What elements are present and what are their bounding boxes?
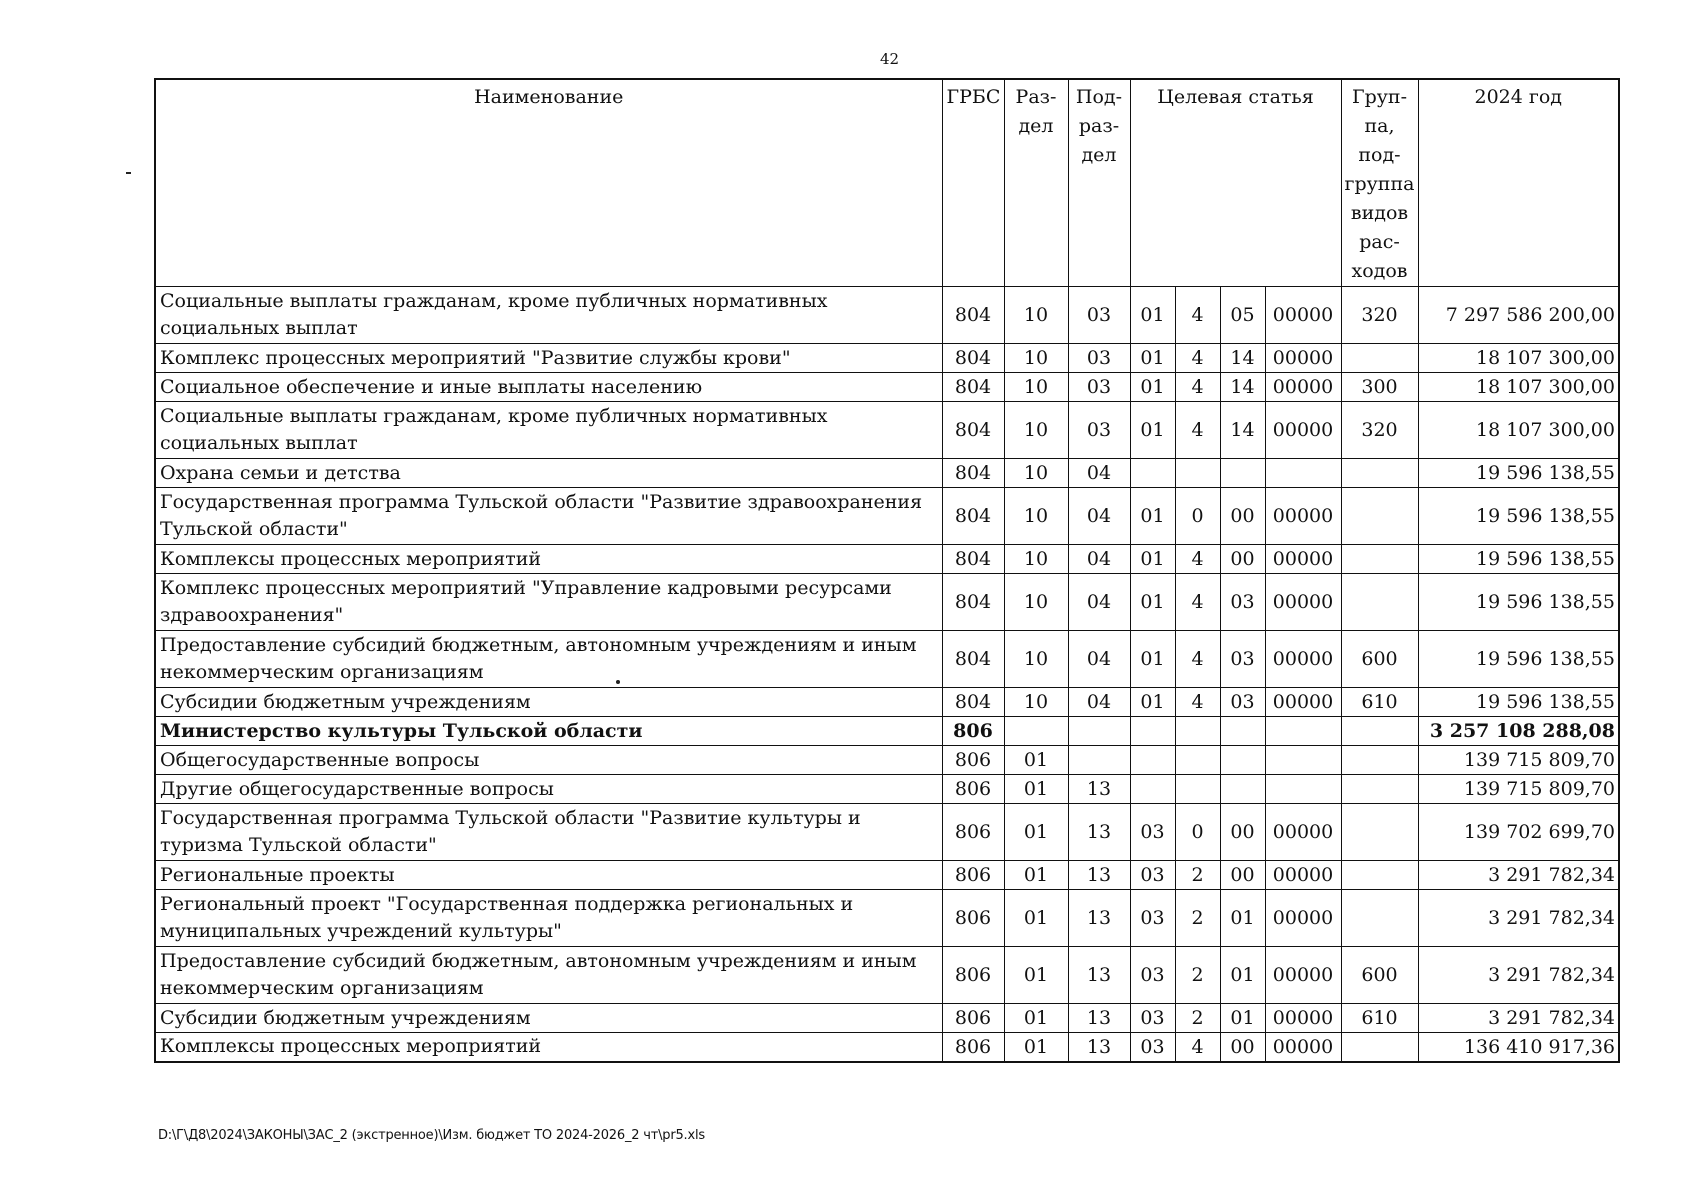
name-cell: Охрана семьи и детства — [155, 459, 942, 488]
celevaya-type-cell: 4 — [1175, 574, 1220, 631]
amount-cell: 3 291 782,34 — [1418, 890, 1619, 947]
amount-cell: 19 596 138,55 — [1418, 574, 1619, 631]
celevaya-event-cell: 05 — [1220, 287, 1265, 344]
celevaya-direction-cell: 00000 — [1265, 402, 1341, 459]
celevaya-program-cell: 03 — [1130, 804, 1175, 861]
podrazdel-cell: 13 — [1068, 947, 1130, 1004]
celevaya-direction-cell: 00000 — [1265, 1004, 1341, 1033]
celevaya-event-cell: 01 — [1220, 1004, 1265, 1033]
table-row — [155, 861, 1619, 890]
celevaya-type-cell: 2 — [1175, 861, 1220, 890]
celevaya-type-cell: 4 — [1175, 287, 1220, 344]
amount-cell: 19 596 138,55 — [1418, 488, 1619, 545]
celevaya-type-cell — [1175, 459, 1220, 488]
celevaya-program-cell: 01 — [1130, 344, 1175, 373]
celevaya-direction-cell: 00000 — [1265, 688, 1341, 717]
vid-rashodov-cell — [1341, 861, 1418, 890]
name-cell: Комплексы процессных мероприятий — [155, 545, 942, 574]
celevaya-direction-cell — [1265, 746, 1341, 775]
celevaya-direction-cell: 00000 — [1265, 947, 1341, 1004]
amount-cell: 136 410 917,36 — [1418, 1033, 1619, 1062]
header-razdel: Раз- дел — [1004, 79, 1068, 287]
vid-rashodov-cell — [1341, 775, 1418, 804]
celevaya-direction-cell — [1265, 459, 1341, 488]
grbs-cell: 804 — [942, 545, 1004, 574]
celevaya-program-cell — [1130, 746, 1175, 775]
podrazdel-cell: 13 — [1068, 1004, 1130, 1033]
table-row — [155, 545, 1619, 574]
celevaya-program-cell: 03 — [1130, 947, 1175, 1004]
vid-rashodov-cell: 600 — [1341, 631, 1418, 688]
name-cell: Социальное обеспечение и иные выплаты населению — [155, 373, 942, 402]
vid-rashodov-cell — [1341, 890, 1418, 947]
celevaya-direction-cell: 00000 — [1265, 344, 1341, 373]
razdel-cell: 10 — [1004, 488, 1068, 545]
celevaya-type-cell: 4 — [1175, 545, 1220, 574]
razdel-cell: 10 — [1004, 287, 1068, 344]
podrazdel-cell: 13 — [1068, 775, 1130, 804]
celevaya-event-cell: 14 — [1220, 373, 1265, 402]
vid-rashodov-cell — [1341, 1033, 1418, 1062]
table-row — [155, 890, 1619, 947]
podrazdel-cell: 03 — [1068, 287, 1130, 344]
vid-rashodov-cell — [1341, 746, 1418, 775]
name-cell: Социальные выплаты гражданам, кроме публичных нормативных социальных выплат — [155, 287, 942, 344]
celevaya-event-cell: 01 — [1220, 890, 1265, 947]
amount-cell: 18 107 300,00 — [1418, 344, 1619, 373]
vid-rashodov-cell — [1341, 545, 1418, 574]
celevaya-direction-cell: 00000 — [1265, 373, 1341, 402]
vid-rashodov-cell: 600 — [1341, 947, 1418, 1004]
grbs-cell: 806 — [942, 746, 1004, 775]
name-cell: Комплексы процессных мероприятий — [155, 1033, 942, 1062]
celevaya-direction-cell: 00000 — [1265, 861, 1341, 890]
table-row — [155, 688, 1619, 717]
celevaya-program-cell: 03 — [1130, 1004, 1175, 1033]
celevaya-event-cell: 14 — [1220, 402, 1265, 459]
podrazdel-cell: 04 — [1068, 459, 1130, 488]
grbs-cell: 806 — [942, 890, 1004, 947]
amount-cell: 19 596 138,55 — [1418, 688, 1619, 717]
podrazdel-cell: 04 — [1068, 631, 1130, 688]
razdel-cell: 10 — [1004, 574, 1068, 631]
razdel-cell: 01 — [1004, 890, 1068, 947]
grbs-cell: 804 — [942, 488, 1004, 545]
celevaya-type-cell: 0 — [1175, 804, 1220, 861]
celevaya-type-cell: 4 — [1175, 373, 1220, 402]
vid-rashodov-cell — [1341, 574, 1418, 631]
celevaya-direction-cell: 00000 — [1265, 804, 1341, 861]
podrazdel-cell — [1068, 746, 1130, 775]
razdel-cell: 01 — [1004, 775, 1068, 804]
grbs-cell: 804 — [942, 574, 1004, 631]
celevaya-type-cell: 0 — [1175, 488, 1220, 545]
razdel-cell: 10 — [1004, 545, 1068, 574]
celevaya-program-cell: 01 — [1130, 488, 1175, 545]
podrazdel-cell: 03 — [1068, 373, 1130, 402]
file-path-footer: D:\Г\Д8\2024\ЗАКОНЫ\ЗАС_2 (экстренное)\Изм. бюджет ТО 2024-2026_2 чт\pr5.xls — [158, 1128, 705, 1143]
header-name: Наименование — [155, 79, 942, 287]
celevaya-type-cell: 4 — [1175, 1033, 1220, 1062]
celevaya-program-cell: 01 — [1130, 373, 1175, 402]
celevaya-program-cell: 01 — [1130, 631, 1175, 688]
vid-rashodov-cell: 320 — [1341, 402, 1418, 459]
celevaya-event-cell: 00 — [1220, 488, 1265, 545]
celevaya-event-cell: 00 — [1220, 545, 1265, 574]
celevaya-program-cell: 01 — [1130, 287, 1175, 344]
razdel-cell: 10 — [1004, 344, 1068, 373]
razdel-cell: 01 — [1004, 804, 1068, 861]
celevaya-direction-cell: 00000 — [1265, 545, 1341, 574]
celevaya-event-cell: 00 — [1220, 804, 1265, 861]
name-cell: Министерство культуры Тульской области — [155, 717, 942, 746]
name-cell: Комплекс процессных мероприятий "Развитие службы крови" — [155, 344, 942, 373]
amount-cell: 139 715 809,70 — [1418, 775, 1619, 804]
podrazdel-cell: 04 — [1068, 488, 1130, 545]
podrazdel-cell: 04 — [1068, 545, 1130, 574]
grbs-cell: 806 — [942, 717, 1004, 746]
celevaya-direction-cell: 00000 — [1265, 890, 1341, 947]
celevaya-type-cell — [1175, 717, 1220, 746]
vid-rashodov-cell — [1341, 717, 1418, 746]
name-cell: Государственная программа Тульской области "Развитие здравоохранения Тульской области" — [155, 488, 942, 545]
grbs-cell: 806 — [942, 775, 1004, 804]
celevaya-type-cell: 4 — [1175, 402, 1220, 459]
grbs-cell: 806 — [942, 861, 1004, 890]
podrazdel-cell: 04 — [1068, 574, 1130, 631]
grbs-cell: 806 — [942, 1033, 1004, 1062]
podrazdel-cell — [1068, 717, 1130, 746]
celevaya-event-cell: 03 — [1220, 574, 1265, 631]
vid-rashodov-cell: 610 — [1341, 1004, 1418, 1033]
celevaya-direction-cell — [1265, 717, 1341, 746]
name-cell: Другие общегосударственные вопросы — [155, 775, 942, 804]
celevaya-program-cell: 01 — [1130, 402, 1175, 459]
page-number: 42 — [880, 50, 900, 68]
grbs-cell: 804 — [942, 402, 1004, 459]
podrazdel-cell: 04 — [1068, 688, 1130, 717]
name-cell: Предоставление субсидий бюджетным, автономным учреждениям и иным некоммерческим организациям — [155, 947, 942, 1004]
celevaya-type-cell: 4 — [1175, 631, 1220, 688]
table-row — [155, 947, 1619, 1004]
table-row — [155, 1004, 1619, 1033]
celevaya-program-cell — [1130, 717, 1175, 746]
vid-rashodov-cell — [1341, 804, 1418, 861]
name-cell: Предоставление субсидий бюджетным, автономным учреждениям и иным некоммерческим организациям — [155, 631, 942, 688]
vid-rashodov-cell: 320 — [1341, 287, 1418, 344]
razdel-cell: 10 — [1004, 373, 1068, 402]
celevaya-event-cell — [1220, 746, 1265, 775]
vid-rashodov-cell — [1341, 344, 1418, 373]
name-cell: Субсидии бюджетным учреждениям — [155, 1004, 942, 1033]
amount-cell: 19 596 138,55 — [1418, 459, 1619, 488]
name-cell: Государственная программа Тульской области "Развитие культуры и туризма Тульской области" — [155, 804, 942, 861]
razdel-cell: 01 — [1004, 1004, 1068, 1033]
celevaya-program-cell: 01 — [1130, 688, 1175, 717]
header-row — [155, 79, 1619, 287]
celevaya-event-cell — [1220, 459, 1265, 488]
name-cell: Общегосударственные вопросы — [155, 746, 942, 775]
name-cell: Субсидии бюджетным учреждениям — [155, 688, 942, 717]
amount-cell: 19 596 138,55 — [1418, 545, 1619, 574]
grbs-cell: 804 — [942, 688, 1004, 717]
celevaya-program-cell: 03 — [1130, 890, 1175, 947]
header-gruppa-vidov-rashodov: Груп- па, под- группа видов рас- ходов — [1341, 79, 1418, 287]
celevaya-program-cell — [1130, 775, 1175, 804]
amount-cell: 7 297 586 200,00 — [1418, 287, 1619, 344]
razdel-cell: 10 — [1004, 688, 1068, 717]
celevaya-type-cell: 4 — [1175, 688, 1220, 717]
celevaya-event-cell — [1220, 775, 1265, 804]
amount-cell: 18 107 300,00 — [1418, 402, 1619, 459]
table-row — [155, 373, 1619, 402]
grbs-cell: 804 — [942, 287, 1004, 344]
podrazdel-cell: 13 — [1068, 1033, 1130, 1062]
table-row — [155, 631, 1619, 688]
podrazdel-cell: 13 — [1068, 804, 1130, 861]
celevaya-program-cell: 01 — [1130, 574, 1175, 631]
table-row — [155, 775, 1619, 804]
table-row — [155, 574, 1619, 631]
name-cell: Комплекс процессных мероприятий "Управление кадровыми ресурсами здравоохранения" — [155, 574, 942, 631]
celevaya-direction-cell: 00000 — [1265, 1033, 1341, 1062]
grbs-cell: 804 — [942, 344, 1004, 373]
header-podrazdel: Под- раз- дел — [1068, 79, 1130, 287]
celevaya-event-cell: 03 — [1220, 631, 1265, 688]
razdel-cell: 01 — [1004, 861, 1068, 890]
celevaya-direction-cell: 00000 — [1265, 631, 1341, 688]
table-row — [155, 459, 1619, 488]
celevaya-direction-cell: 00000 — [1265, 488, 1341, 545]
podrazdel-cell: 03 — [1068, 402, 1130, 459]
grbs-cell: 806 — [942, 1004, 1004, 1033]
grbs-cell: 806 — [942, 947, 1004, 1004]
celevaya-event-cell: 00 — [1220, 861, 1265, 890]
celevaya-event-cell: 14 — [1220, 344, 1265, 373]
celevaya-program-cell: 03 — [1130, 1033, 1175, 1062]
amount-cell: 19 596 138,55 — [1418, 631, 1619, 688]
vid-rashodov-cell: 300 — [1341, 373, 1418, 402]
podrazdel-cell: 03 — [1068, 344, 1130, 373]
name-cell: Социальные выплаты гражданам, кроме публичных нормативных социальных выплат — [155, 402, 942, 459]
celevaya-event-cell: 00 — [1220, 1033, 1265, 1062]
razdel-cell: 10 — [1004, 402, 1068, 459]
amount-cell: 139 715 809,70 — [1418, 746, 1619, 775]
header-year: 2024 год — [1418, 79, 1619, 287]
celevaya-type-cell — [1175, 775, 1220, 804]
razdel-cell: 01 — [1004, 1033, 1068, 1062]
vid-rashodov-cell — [1341, 459, 1418, 488]
scan-mark — [126, 172, 131, 174]
amount-cell: 139 702 699,70 — [1418, 804, 1619, 861]
podrazdel-cell: 13 — [1068, 890, 1130, 947]
celevaya-direction-cell: 00000 — [1265, 574, 1341, 631]
name-cell: Региональные проекты — [155, 861, 942, 890]
podrazdel-cell: 13 — [1068, 861, 1130, 890]
vid-rashodov-cell — [1341, 488, 1418, 545]
table-row — [155, 287, 1619, 344]
table-row — [155, 804, 1619, 861]
header-grbs: ГРБС — [942, 79, 1004, 287]
celevaya-program-cell: 01 — [1130, 545, 1175, 574]
celevaya-event-cell: 01 — [1220, 947, 1265, 1004]
grbs-cell: 804 — [942, 373, 1004, 402]
vid-rashodov-cell: 610 — [1341, 688, 1418, 717]
table-row — [155, 717, 1619, 746]
header-celevaya-statya: Целевая статья — [1130, 79, 1341, 287]
celevaya-type-cell: 2 — [1175, 947, 1220, 1004]
celevaya-direction-cell — [1265, 775, 1341, 804]
celevaya-event-cell: 03 — [1220, 688, 1265, 717]
celevaya-type-cell: 2 — [1175, 890, 1220, 947]
celevaya-program-cell — [1130, 459, 1175, 488]
grbs-cell: 804 — [942, 631, 1004, 688]
razdel-cell: 01 — [1004, 746, 1068, 775]
celevaya-direction-cell: 00000 — [1265, 287, 1341, 344]
celevaya-type-cell: 2 — [1175, 1004, 1220, 1033]
amount-cell: 3 291 782,34 — [1418, 1004, 1619, 1033]
razdel-cell — [1004, 717, 1068, 746]
razdel-cell: 01 — [1004, 947, 1068, 1004]
amount-cell: 3 257 108 288,08 — [1418, 717, 1619, 746]
grbs-cell: 806 — [942, 804, 1004, 861]
name-cell: Региональный проект "Государственная поддержка региональных и муниципальных учреждений культуры" — [155, 890, 942, 947]
celevaya-program-cell: 03 — [1130, 861, 1175, 890]
amount-cell: 3 291 782,34 — [1418, 861, 1619, 890]
amount-cell: 3 291 782,34 — [1418, 947, 1619, 1004]
table-row — [155, 746, 1619, 775]
table-row — [155, 344, 1619, 373]
amount-cell: 18 107 300,00 — [1418, 373, 1619, 402]
celevaya-event-cell — [1220, 717, 1265, 746]
table-body — [155, 287, 1619, 1062]
table-row — [155, 1033, 1619, 1062]
table-row — [155, 402, 1619, 459]
table-row — [155, 488, 1619, 545]
razdel-cell: 10 — [1004, 459, 1068, 488]
budget-table — [154, 78, 1620, 1063]
grbs-cell: 804 — [942, 459, 1004, 488]
celevaya-type-cell — [1175, 746, 1220, 775]
razdel-cell: 10 — [1004, 631, 1068, 688]
celevaya-type-cell: 4 — [1175, 344, 1220, 373]
